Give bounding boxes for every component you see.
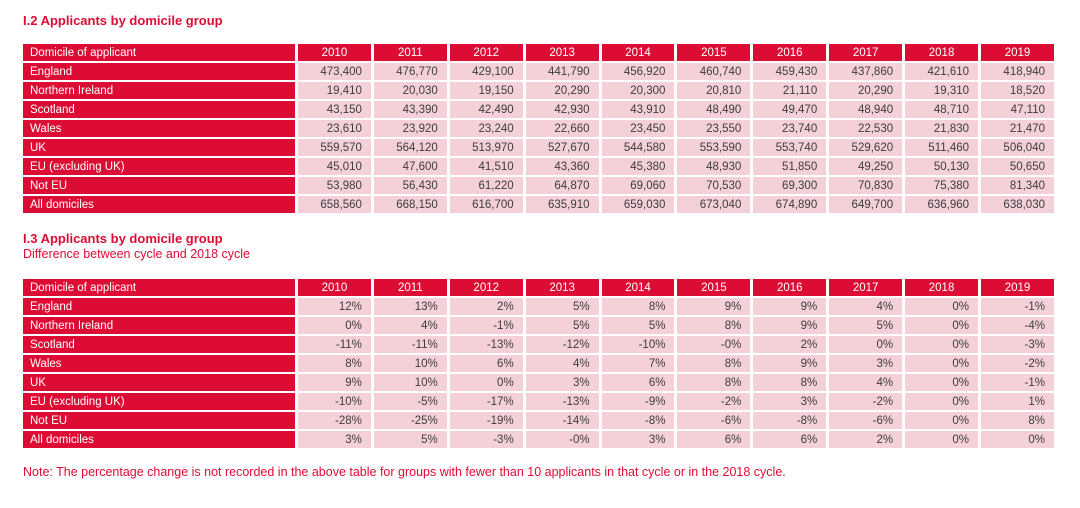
data-cell: 2% bbox=[450, 298, 523, 315]
data-cell: 9% bbox=[753, 298, 826, 315]
data-cell: 19,150 bbox=[450, 82, 523, 99]
data-cell: -9% bbox=[602, 393, 675, 410]
data-cell: 659,030 bbox=[602, 196, 675, 213]
data-cell: 5% bbox=[526, 317, 599, 334]
table-header-row bbox=[23, 279, 1054, 296]
year-header-cell: 2018 bbox=[905, 279, 978, 296]
data-cell: -2% bbox=[981, 355, 1054, 372]
data-cell: 20,030 bbox=[374, 82, 447, 99]
data-cell: 19,410 bbox=[298, 82, 371, 99]
data-cell: 0% bbox=[905, 298, 978, 315]
data-cell: 9% bbox=[677, 298, 750, 315]
data-cell: 2% bbox=[753, 336, 826, 353]
data-cell: 418,940 bbox=[981, 63, 1054, 80]
table-row bbox=[23, 298, 1054, 315]
data-cell: 0% bbox=[905, 431, 978, 448]
data-cell: 8% bbox=[981, 412, 1054, 429]
data-cell: 9% bbox=[753, 355, 826, 372]
data-cell: 8% bbox=[298, 355, 371, 372]
year-header-cell: 2010 bbox=[298, 279, 371, 296]
year-header-cell: 2017 bbox=[829, 279, 902, 296]
data-cell: 529,620 bbox=[829, 139, 902, 156]
data-cell: 1% bbox=[981, 393, 1054, 410]
data-cell: -11% bbox=[374, 336, 447, 353]
table-row bbox=[23, 431, 1054, 448]
data-cell: 4% bbox=[526, 355, 599, 372]
year-header-cell: 2013 bbox=[526, 279, 599, 296]
row-label-cell: Northern Ireland bbox=[23, 82, 295, 99]
data-cell: 0% bbox=[981, 431, 1054, 448]
data-cell: 544,580 bbox=[602, 139, 675, 156]
data-cell: 8% bbox=[753, 374, 826, 391]
row-label-cell: Wales bbox=[23, 355, 295, 372]
data-cell: 473,400 bbox=[298, 63, 371, 80]
year-header-cell: 2015 bbox=[677, 44, 750, 61]
table-row bbox=[23, 393, 1054, 410]
data-cell: 460,740 bbox=[677, 63, 750, 80]
data-cell: 649,700 bbox=[829, 196, 902, 213]
data-cell: 48,940 bbox=[829, 101, 902, 118]
data-cell: 20,810 bbox=[677, 82, 750, 99]
data-cell: 20,290 bbox=[829, 82, 902, 99]
data-cell: 673,040 bbox=[677, 196, 750, 213]
year-header-cell: 2018 bbox=[905, 44, 978, 61]
data-cell: 23,550 bbox=[677, 120, 750, 137]
data-cell: 45,380 bbox=[602, 158, 675, 175]
data-cell: 8% bbox=[677, 317, 750, 334]
data-cell: 51,850 bbox=[753, 158, 826, 175]
row-label-cell: All domiciles bbox=[23, 431, 295, 448]
data-cell: 564,120 bbox=[374, 139, 447, 156]
year-header-cell: 2014 bbox=[602, 279, 675, 296]
data-cell: -25% bbox=[374, 412, 447, 429]
data-cell: 23,920 bbox=[374, 120, 447, 137]
data-cell: 6% bbox=[450, 355, 523, 372]
data-cell: 0% bbox=[905, 374, 978, 391]
data-cell: 6% bbox=[677, 431, 750, 448]
data-cell: 23,610 bbox=[298, 120, 371, 137]
row-label-cell: Scotland bbox=[23, 336, 295, 353]
data-cell: 0% bbox=[829, 336, 902, 353]
data-cell: -8% bbox=[602, 412, 675, 429]
data-cell: -6% bbox=[677, 412, 750, 429]
data-cell: 3% bbox=[602, 431, 675, 448]
data-cell: -10% bbox=[298, 393, 371, 410]
data-cell: 8% bbox=[677, 374, 750, 391]
table-row bbox=[23, 196, 1054, 213]
data-cell: 47,110 bbox=[981, 101, 1054, 118]
data-cell: -11% bbox=[298, 336, 371, 353]
data-cell: 42,490 bbox=[450, 101, 523, 118]
data-cell: 48,930 bbox=[677, 158, 750, 175]
difference-by-domicile-table bbox=[20, 277, 1057, 450]
year-header-cell: 2013 bbox=[526, 44, 599, 61]
data-cell: 6% bbox=[602, 374, 675, 391]
data-cell: 5% bbox=[829, 317, 902, 334]
row-label-cell: Scotland bbox=[23, 101, 295, 118]
data-cell: 6% bbox=[753, 431, 826, 448]
data-cell: 553,740 bbox=[753, 139, 826, 156]
year-header-cell: 2011 bbox=[374, 44, 447, 61]
data-cell: 3% bbox=[298, 431, 371, 448]
row-label-cell: Northern Ireland bbox=[23, 317, 295, 334]
row-label-cell: UK bbox=[23, 374, 295, 391]
data-cell: -14% bbox=[526, 412, 599, 429]
data-cell: 4% bbox=[829, 298, 902, 315]
section-title-i2: I.2 Applicants by domicile group bbox=[23, 13, 223, 28]
data-cell: 22,660 bbox=[526, 120, 599, 137]
data-cell: 23,450 bbox=[602, 120, 675, 137]
data-cell: 7% bbox=[602, 355, 675, 372]
data-cell: -3% bbox=[981, 336, 1054, 353]
table-row bbox=[23, 101, 1054, 118]
data-cell: 635,910 bbox=[526, 196, 599, 213]
data-cell: 559,570 bbox=[298, 139, 371, 156]
data-cell: 48,710 bbox=[905, 101, 978, 118]
data-cell: 429,100 bbox=[450, 63, 523, 80]
year-header-cell: 2019 bbox=[981, 279, 1054, 296]
year-header-cell: 2015 bbox=[677, 279, 750, 296]
data-cell: 48,490 bbox=[677, 101, 750, 118]
data-cell: -17% bbox=[450, 393, 523, 410]
data-cell: 70,530 bbox=[677, 177, 750, 194]
data-cell: -2% bbox=[829, 393, 902, 410]
data-cell: 50,650 bbox=[981, 158, 1054, 175]
table-row bbox=[23, 374, 1054, 391]
data-cell: 0% bbox=[905, 393, 978, 410]
data-cell: 9% bbox=[753, 317, 826, 334]
row-label-cell: UK bbox=[23, 139, 295, 156]
data-cell: -10% bbox=[602, 336, 675, 353]
data-cell: 4% bbox=[829, 374, 902, 391]
data-cell: 13% bbox=[374, 298, 447, 315]
data-cell: 20,300 bbox=[602, 82, 675, 99]
data-cell: 50,130 bbox=[905, 158, 978, 175]
data-cell: -1% bbox=[981, 374, 1054, 391]
data-cell: -13% bbox=[526, 393, 599, 410]
data-cell: 9% bbox=[298, 374, 371, 391]
data-cell: -8% bbox=[753, 412, 826, 429]
data-cell: -0% bbox=[677, 336, 750, 353]
row-label-cell: England bbox=[23, 298, 295, 315]
data-cell: 674,890 bbox=[753, 196, 826, 213]
data-cell: 47,600 bbox=[374, 158, 447, 175]
data-cell: 0% bbox=[905, 336, 978, 353]
data-cell: 441,790 bbox=[526, 63, 599, 80]
data-cell: 64,870 bbox=[526, 177, 599, 194]
data-cell: 5% bbox=[526, 298, 599, 315]
data-cell: 43,390 bbox=[374, 101, 447, 118]
data-cell: -6% bbox=[829, 412, 902, 429]
data-cell: -3% bbox=[450, 431, 523, 448]
section-i3 bbox=[23, 231, 1057, 450]
year-header-cell: 2017 bbox=[829, 44, 902, 61]
row-label-cell: Not EU bbox=[23, 412, 295, 429]
data-cell: -1% bbox=[981, 298, 1054, 315]
section-title-i3: I.3 Applicants by domicile group bbox=[23, 231, 223, 246]
data-cell: 12% bbox=[298, 298, 371, 315]
domicile-header-cell: Domicile of applicant bbox=[23, 44, 295, 61]
data-cell: 49,250 bbox=[829, 158, 902, 175]
section-subtitle-i3: Difference between cycle and 2018 cycle bbox=[23, 247, 250, 261]
data-cell: 69,300 bbox=[753, 177, 826, 194]
row-label-cell: England bbox=[23, 63, 295, 80]
year-header-cell: 2012 bbox=[450, 44, 523, 61]
data-cell: 527,670 bbox=[526, 139, 599, 156]
data-cell: -19% bbox=[450, 412, 523, 429]
data-cell: 506,040 bbox=[981, 139, 1054, 156]
data-cell: 5% bbox=[374, 431, 447, 448]
data-cell: 668,150 bbox=[374, 196, 447, 213]
data-cell: 23,240 bbox=[450, 120, 523, 137]
table-row bbox=[23, 317, 1054, 334]
applicants-by-domicile-table bbox=[20, 42, 1057, 215]
data-cell: 437,860 bbox=[829, 63, 902, 80]
data-cell: 10% bbox=[374, 355, 447, 372]
data-cell: 8% bbox=[677, 355, 750, 372]
row-label-cell: Not EU bbox=[23, 177, 295, 194]
data-cell: 5% bbox=[602, 317, 675, 334]
year-header-cell: 2011 bbox=[374, 279, 447, 296]
table-header-row bbox=[23, 44, 1054, 61]
data-cell: 0% bbox=[905, 317, 978, 334]
data-cell: 10% bbox=[374, 374, 447, 391]
data-cell: 43,360 bbox=[526, 158, 599, 175]
data-cell: 70,830 bbox=[829, 177, 902, 194]
data-cell: -2% bbox=[677, 393, 750, 410]
data-cell: 511,460 bbox=[905, 139, 978, 156]
row-label-cell: EU (excluding UK) bbox=[23, 158, 295, 175]
data-cell: 3% bbox=[829, 355, 902, 372]
data-cell: 4% bbox=[374, 317, 447, 334]
data-cell: 21,830 bbox=[905, 120, 978, 137]
data-cell: 43,150 bbox=[298, 101, 371, 118]
data-cell: 21,110 bbox=[753, 82, 826, 99]
row-label-cell: All domiciles bbox=[23, 196, 295, 213]
year-header-cell: 2010 bbox=[298, 44, 371, 61]
data-cell: 56,430 bbox=[374, 177, 447, 194]
table-row bbox=[23, 120, 1054, 137]
data-cell: 49,470 bbox=[753, 101, 826, 118]
data-cell: 53,980 bbox=[298, 177, 371, 194]
data-cell: 476,770 bbox=[374, 63, 447, 80]
data-cell: -28% bbox=[298, 412, 371, 429]
data-cell: 22,530 bbox=[829, 120, 902, 137]
data-cell: 3% bbox=[753, 393, 826, 410]
data-cell: 0% bbox=[905, 412, 978, 429]
data-cell: 18,520 bbox=[981, 82, 1054, 99]
data-cell: -13% bbox=[450, 336, 523, 353]
data-cell: 0% bbox=[450, 374, 523, 391]
data-cell: 616,700 bbox=[450, 196, 523, 213]
data-cell: 81,340 bbox=[981, 177, 1054, 194]
row-label-cell: EU (excluding UK) bbox=[23, 393, 295, 410]
data-cell: 61,220 bbox=[450, 177, 523, 194]
data-cell: 0% bbox=[298, 317, 371, 334]
data-cell: -5% bbox=[374, 393, 447, 410]
section-i2 bbox=[23, 13, 1057, 215]
data-cell: 75,380 bbox=[905, 177, 978, 194]
data-cell: -1% bbox=[450, 317, 523, 334]
data-cell: 69,060 bbox=[602, 177, 675, 194]
data-cell: 456,920 bbox=[602, 63, 675, 80]
data-cell: 45,010 bbox=[298, 158, 371, 175]
data-cell: 23,740 bbox=[753, 120, 826, 137]
data-cell: 0% bbox=[905, 355, 978, 372]
year-header-cell: 2014 bbox=[602, 44, 675, 61]
data-cell: -4% bbox=[981, 317, 1054, 334]
data-cell: 2% bbox=[829, 431, 902, 448]
data-cell: 513,970 bbox=[450, 139, 523, 156]
data-cell: -12% bbox=[526, 336, 599, 353]
domicile-header-cell: Domicile of applicant bbox=[23, 279, 295, 296]
year-header-cell: 2012 bbox=[450, 279, 523, 296]
table-row bbox=[23, 355, 1054, 372]
data-cell: 3% bbox=[526, 374, 599, 391]
year-header-cell: 2016 bbox=[753, 44, 826, 61]
data-cell: -0% bbox=[526, 431, 599, 448]
data-cell: 41,510 bbox=[450, 158, 523, 175]
table-row bbox=[23, 82, 1054, 99]
year-header-cell: 2019 bbox=[981, 44, 1054, 61]
table-row bbox=[23, 63, 1054, 80]
data-cell: 19,310 bbox=[905, 82, 978, 99]
data-cell: 20,290 bbox=[526, 82, 599, 99]
data-cell: 421,610 bbox=[905, 63, 978, 80]
data-cell: 636,960 bbox=[905, 196, 978, 213]
table-row bbox=[23, 158, 1054, 175]
row-label-cell: Wales bbox=[23, 120, 295, 137]
table-row bbox=[23, 139, 1054, 156]
data-cell: 43,910 bbox=[602, 101, 675, 118]
data-cell: 21,470 bbox=[981, 120, 1054, 137]
data-cell: 42,930 bbox=[526, 101, 599, 118]
data-cell: 638,030 bbox=[981, 196, 1054, 213]
table-row bbox=[23, 412, 1054, 429]
data-cell: 658,560 bbox=[298, 196, 371, 213]
year-header-cell: 2016 bbox=[753, 279, 826, 296]
footnote: Note: The percentage change is not recorded in the above table for groups with fewer than 10 applicants in that cycle or in the 2018 cycle. bbox=[23, 465, 786, 479]
table-row bbox=[23, 336, 1054, 353]
table-row bbox=[23, 177, 1054, 194]
data-cell: 459,430 bbox=[753, 63, 826, 80]
data-cell: 553,590 bbox=[677, 139, 750, 156]
data-cell: 8% bbox=[602, 298, 675, 315]
